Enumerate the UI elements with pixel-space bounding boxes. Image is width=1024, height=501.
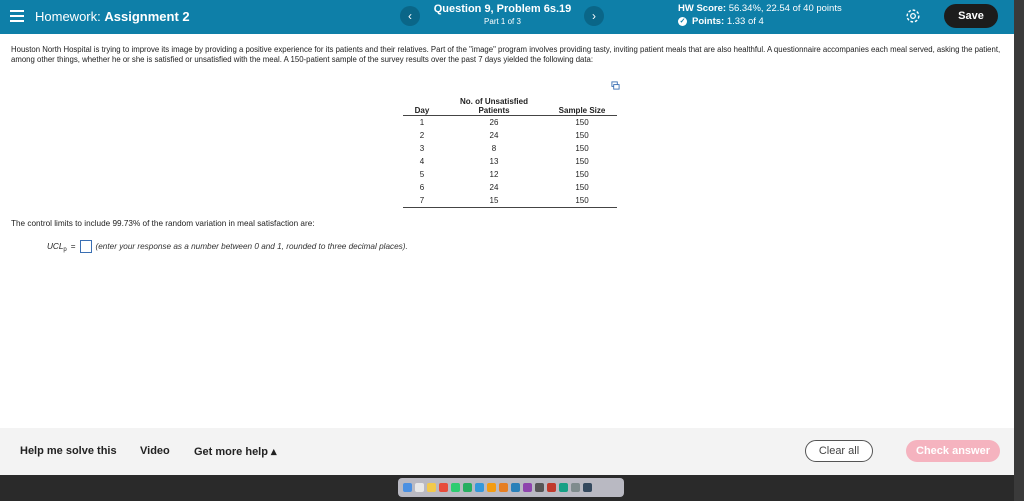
size-cell: 150 — [575, 183, 589, 192]
patients-cell: 8 — [491, 144, 497, 153]
table-row — [403, 142, 617, 155]
hw-score-value: 56.34%, 22.54 of 40 points — [728, 3, 842, 14]
launchpad-icon[interactable] — [415, 483, 424, 492]
size-cell: 150 — [575, 157, 589, 166]
day-cell: 6 — [419, 183, 425, 192]
top-bar — [0, 0, 1014, 34]
control-limits-prompt: The control limits to include 99.73% of the random variation in meal satisfaction are: — [11, 219, 315, 228]
menu-icon[interactable] — [10, 7, 24, 27]
table-row — [403, 194, 617, 208]
footer-bar — [0, 428, 1014, 475]
problem-statement: Houston North Hospital is trying to improve its image by providing a positive experience for its patients and their relatives. Part of the "image" program involves providing tasty, inviting patient meals that are also healthful. A questionnaire accompanies each meal served, asking the patient, among other things, whether he or she is satisfied or unsatisfied with the meal. A 150-patient sample of the survey results over the past 7 days yielded the following data: — [11, 45, 1001, 64]
terminal-icon[interactable] — [535, 483, 544, 492]
calendar-icon[interactable] — [547, 483, 556, 492]
photos-icon[interactable] — [487, 483, 496, 492]
day-cell: 1 — [419, 118, 425, 127]
size-cell: 150 — [575, 144, 589, 153]
header-patients-line2: Patients — [478, 106, 510, 115]
header-day: Day — [403, 93, 441, 116]
size-cell: 150 — [575, 170, 589, 179]
size-cell: 150 — [547, 194, 617, 208]
header-patients-line1: No. of Unsatisfied — [459, 97, 528, 106]
music-icon[interactable] — [439, 483, 448, 492]
appstore-icon[interactable] — [511, 483, 520, 492]
equals-sign: = — [70, 242, 76, 251]
patients-cell: 15 — [441, 194, 547, 208]
patients-cell: 24 — [489, 183, 499, 192]
day-cell: 2 — [419, 131, 425, 140]
size-cell: 150 — [575, 118, 589, 127]
table-row — [403, 168, 617, 181]
size-cell: 150 — [575, 131, 589, 140]
window-edge — [1014, 0, 1024, 501]
ucl-answer-row — [47, 240, 408, 253]
day-cell: 4 — [419, 157, 425, 166]
homework-prefix: Homework: — [35, 9, 101, 24]
answer-hint: (enter your response as a number between 0 and 1, rounded to three decimal places). — [95, 242, 408, 251]
assignment-name: Assignment 2 — [104, 9, 190, 24]
copy-table-icon[interactable] — [611, 81, 620, 90]
points-value: 1.33 of 4 — [726, 16, 764, 27]
ucl-answer-input[interactable] — [80, 240, 92, 253]
mail-icon[interactable] — [475, 483, 484, 492]
day-cell: 7 — [403, 194, 441, 208]
patients-cell: 24 — [489, 131, 499, 140]
settings-gear-icon[interactable] — [904, 7, 922, 25]
day-cell: 3 — [419, 144, 425, 153]
notes-icon[interactable] — [427, 483, 436, 492]
save-button[interactable]: Save — [944, 4, 998, 28]
points-label: Points: — [692, 16, 725, 27]
check-answer-button[interactable]: Check answer — [906, 440, 1000, 462]
get-more-help-button[interactable]: Get more help ▴ — [194, 446, 277, 458]
books-icon[interactable] — [499, 483, 508, 492]
settings-icon[interactable] — [523, 483, 532, 492]
patients-cell: 26 — [489, 118, 499, 127]
hw-score-label: HW Score: — [678, 3, 727, 14]
finder-icon[interactable] — [403, 483, 412, 492]
day-cell: 5 — [419, 170, 425, 179]
table-row — [403, 129, 617, 142]
patients-cell: 12 — [489, 170, 499, 179]
chrome-icon[interactable] — [559, 483, 568, 492]
help-me-solve-button[interactable]: Help me solve this — [20, 445, 117, 457]
data-table — [403, 93, 617, 208]
trash-icon[interactable] — [583, 483, 592, 492]
preview-icon[interactable] — [571, 483, 580, 492]
header-unsatisfied-patients — [441, 93, 547, 116]
next-question-button[interactable]: › — [584, 6, 604, 26]
header-sample-size: Sample Size — [547, 93, 617, 116]
table-row — [403, 155, 617, 168]
question-title: Question 9, Problem 6s.19 — [433, 3, 572, 15]
partial-credit-icon: ✓ — [679, 18, 686, 25]
question-part: Part 1 of 3 — [484, 17, 521, 26]
score-panel — [678, 3, 842, 27]
table-row — [403, 181, 617, 194]
ucl-label: UCL — [47, 242, 64, 251]
table-row — [403, 116, 617, 130]
patients-cell: 13 — [489, 157, 499, 166]
ucl-subscript: p — [63, 246, 67, 253]
system-dock — [398, 478, 624, 497]
clear-all-button[interactable]: Clear all — [805, 440, 873, 462]
question-header — [430, 3, 575, 26]
previous-question-button[interactable]: ‹ — [400, 6, 420, 26]
messages-icon[interactable] — [451, 483, 460, 492]
video-button[interactable]: Video — [140, 445, 170, 457]
homework-title — [35, 9, 190, 24]
facetime-icon[interactable] — [463, 483, 472, 492]
